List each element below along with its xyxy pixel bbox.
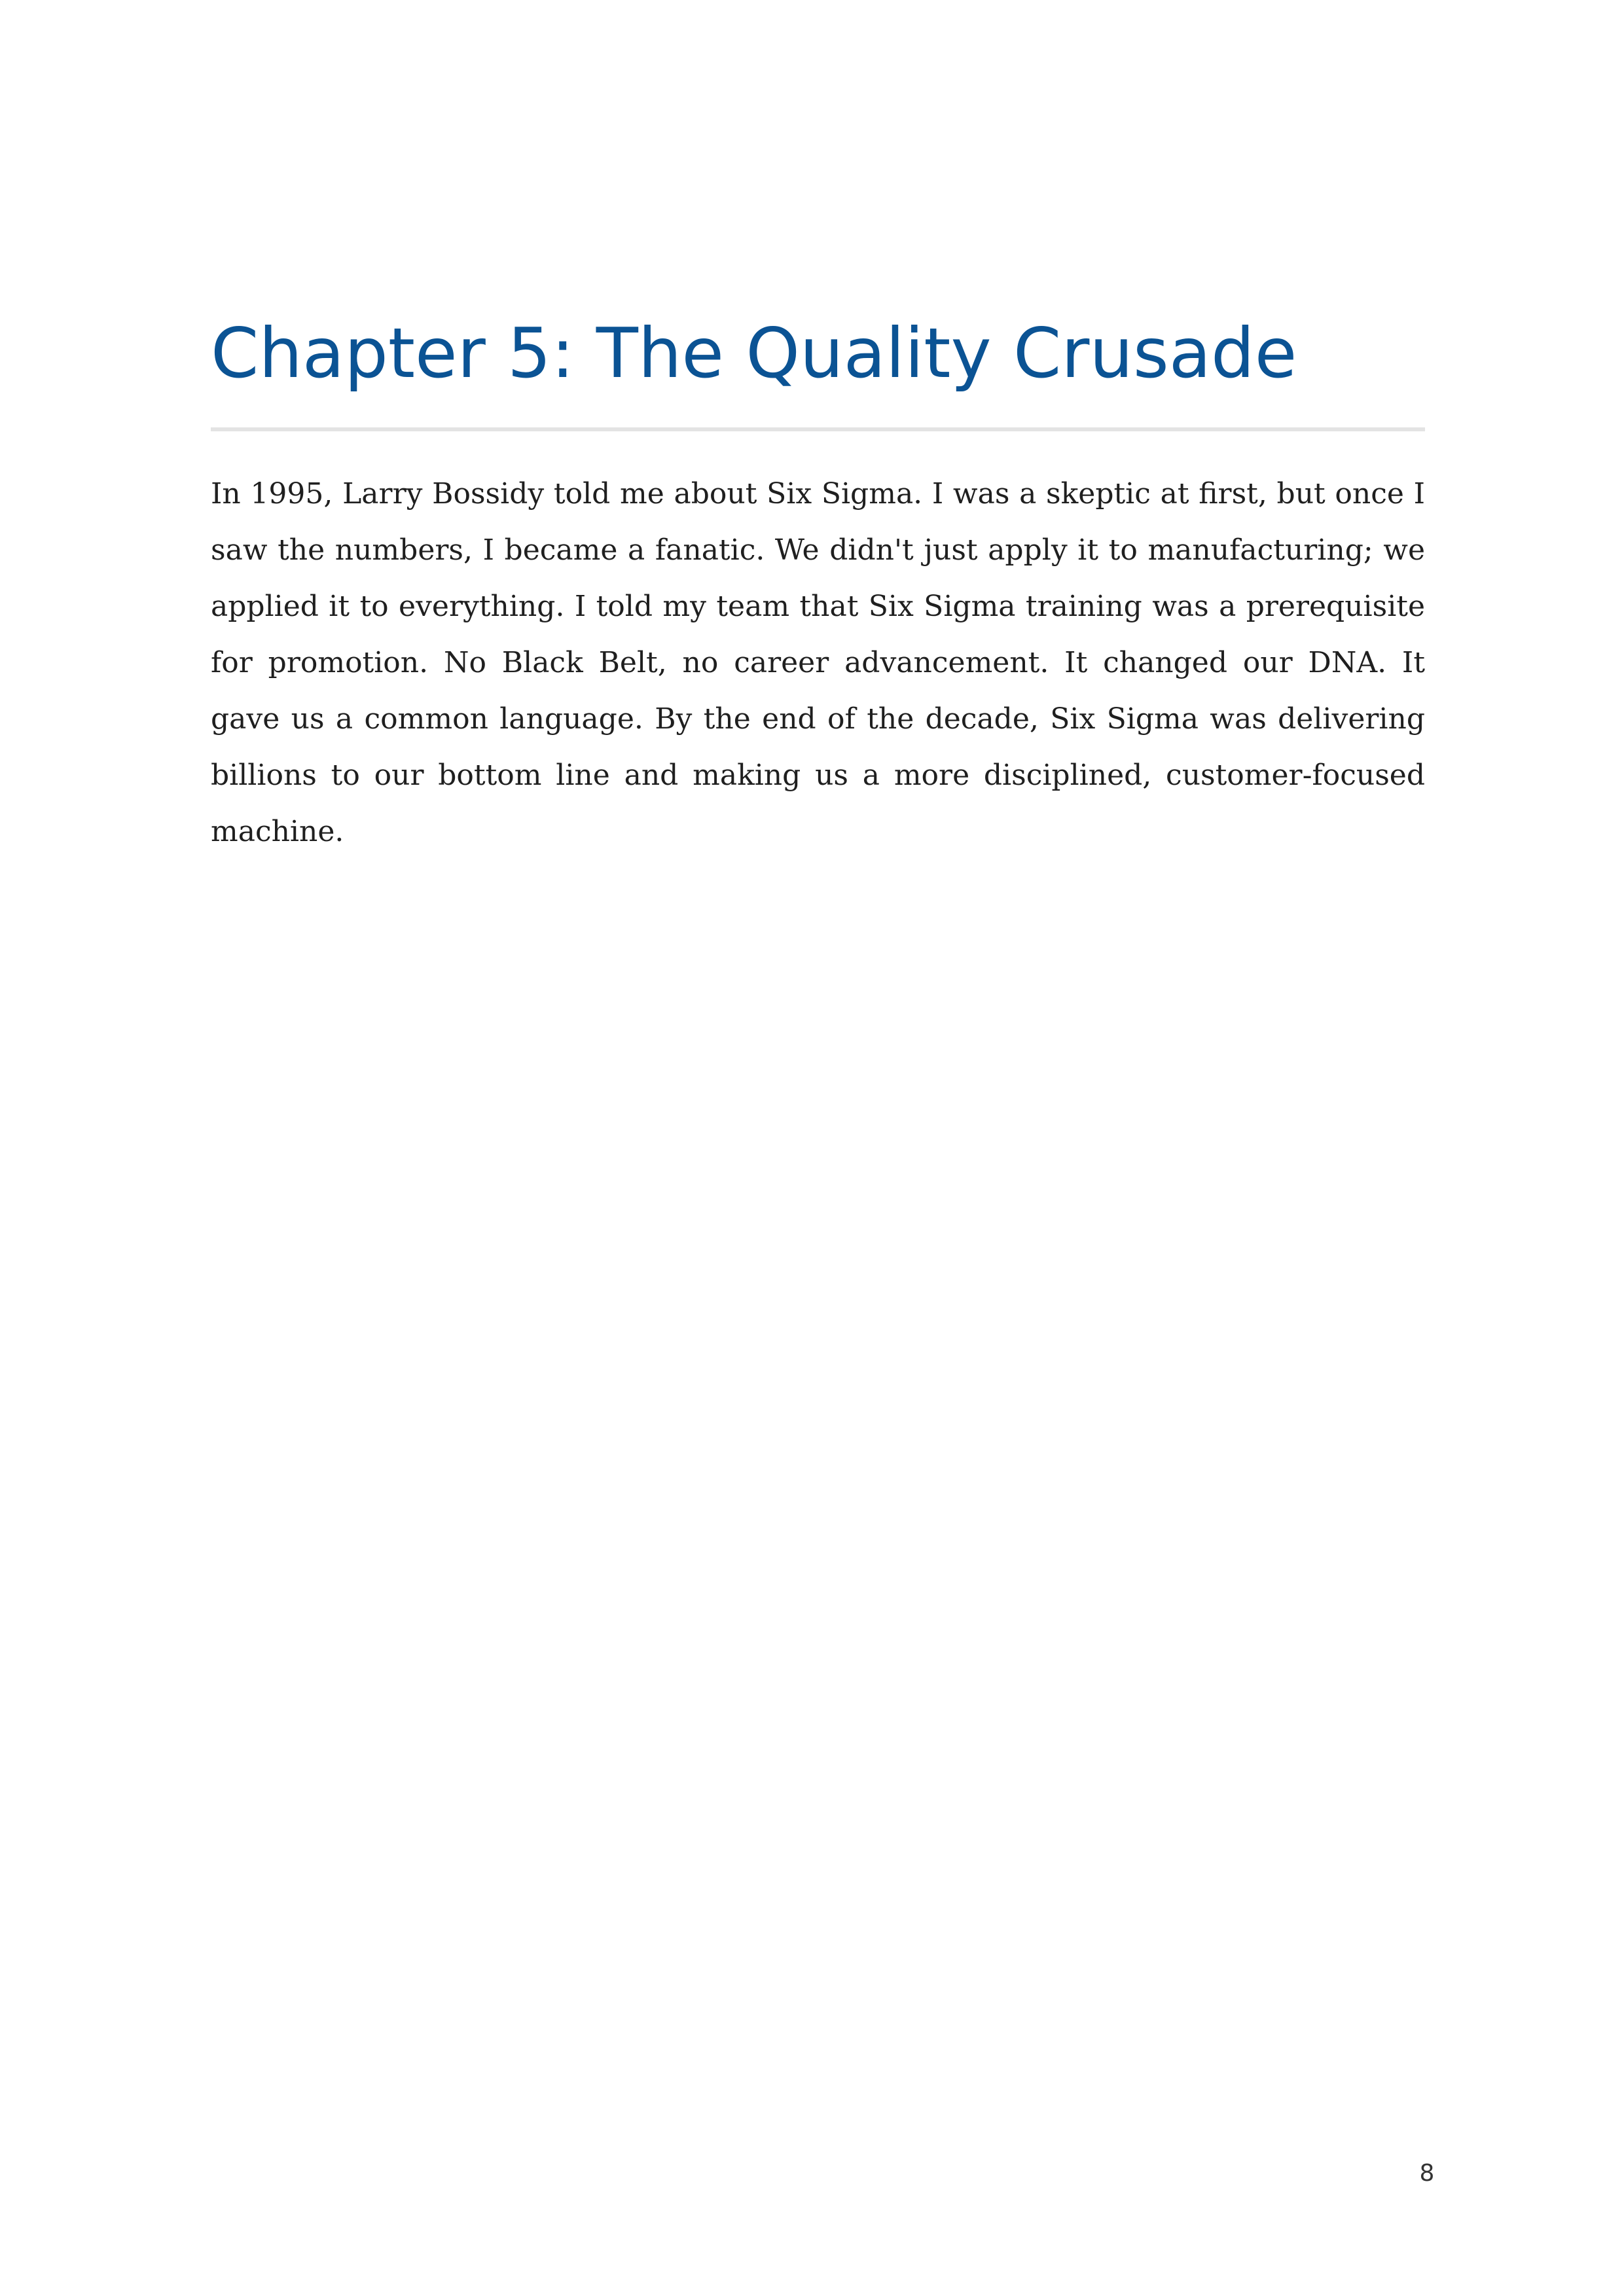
chapter-title: Chapter 5: The Quality Crusade bbox=[211, 314, 1297, 393]
page-number: 8 bbox=[1419, 2160, 1435, 2187]
title-divider bbox=[211, 427, 1425, 431]
chapter-body-paragraph: In 1995, Larry Bossidy told me about Six Sigma. I was a skeptic at first, but once I saw the numbers, I became a fanatic. We didn't just apply it to manufacturing; we applied it to everything. I told my team that Six Sigma training was a prerequisite for promotion. No Black Belt, no career advancement. It changed our DNA. It gave us a common language. By the end of the decade, Six Sigma was delivering billions to our bottom line and making us a more disciplined, customer-focused machine. bbox=[211, 477, 1425, 848]
